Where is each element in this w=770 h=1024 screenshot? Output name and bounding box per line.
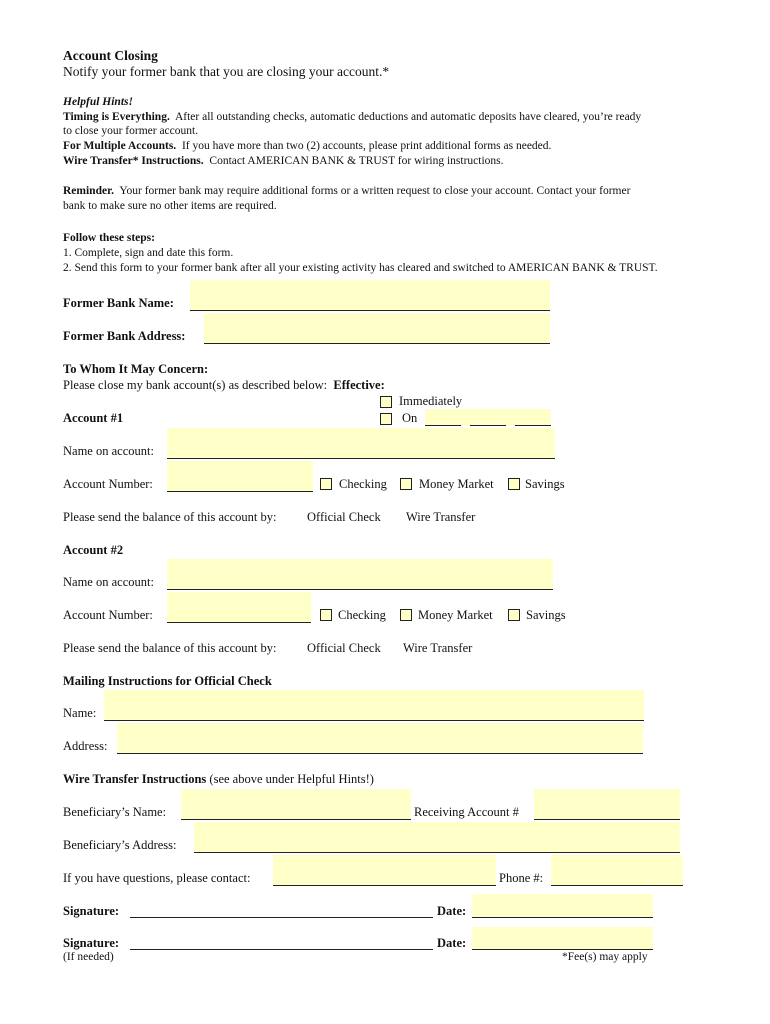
hints-heading: Helpful Hints! (63, 96, 133, 108)
questions-contact-label: If you have questions, please contact: (63, 871, 251, 885)
if-needed-note: (If needed) (63, 951, 114, 963)
reminder (63, 185, 630, 197)
beneficiary-address-field[interactable] (194, 822, 680, 853)
fee-note: *Fee(s) may apply (562, 951, 648, 963)
signature2-label: Signature: (63, 936, 120, 950)
account1-number-field[interactable] (167, 461, 313, 492)
hint-timing-text-2: to close your former account. (63, 125, 199, 137)
phone-label: Phone #: (499, 871, 544, 885)
hint-multiple-text: If you have more than two (2) accounts, please print additional forms as needed. (181, 140, 552, 152)
former-bank-address-field[interactable] (204, 313, 550, 344)
effective-label: Effective: (333, 378, 385, 392)
wire-heading-line (63, 772, 374, 787)
account2-money-market-label: Money Market (418, 608, 493, 622)
date1-field[interactable] (472, 894, 653, 918)
hint-wire-text: Contact AMERICAN BANK & TRUST for wiring instructions. (209, 155, 504, 167)
hint-timing (63, 111, 641, 123)
account2-number-field[interactable] (167, 592, 311, 623)
concern-heading: To Whom It May Concern: (63, 362, 209, 376)
account1-number-label: Account Number: (63, 477, 153, 491)
account2-number-label: Account Number: (63, 608, 153, 622)
receiving-account-field[interactable] (534, 789, 680, 820)
page-title: Account Closing (63, 48, 158, 63)
wire-heading: Wire Transfer Instructions (63, 772, 207, 786)
account2-checking-checkbox[interactable] (320, 609, 332, 621)
mailing-heading: Mailing Instructions for Official Check (63, 674, 272, 688)
hint-timing-label: Timing is Everything. (63, 111, 170, 123)
wire-heading-note: (see above under Helpful Hints!) (209, 772, 374, 786)
account2-savings-checkbox[interactable] (508, 609, 520, 621)
on-date-checkbox[interactable] (380, 413, 392, 425)
phone-field[interactable] (551, 855, 683, 886)
account1-savings-checkbox[interactable] (508, 478, 520, 490)
step-2: 2. Send this form to your former bank after all your existing activity has cleared and switched to AMERICAN BANK & TRUST. (63, 262, 658, 274)
hint-wire-label: Wire Transfer* Instructions. (63, 155, 204, 167)
hint-timing-text: After all outstanding checks, automatic deductions and automatic deposits have cleared, you’re ready (174, 111, 642, 123)
account1-wire-transfer[interactable]: Wire Transfer (406, 510, 476, 524)
account2-wire-transfer[interactable]: Wire Transfer (403, 641, 473, 655)
account2-checking-label: Checking (338, 608, 386, 622)
date-year-line (515, 425, 551, 426)
beneficiary-name-field[interactable] (181, 789, 411, 820)
account1-money-market-checkbox[interactable] (400, 478, 412, 490)
account1-official-check[interactable]: Official Check (307, 510, 381, 524)
account1-name-field[interactable] (167, 428, 555, 459)
signature2-line[interactable] (130, 949, 433, 950)
account1-checking-label: Checking (339, 477, 387, 491)
beneficiary-address-label: Beneficiary’s Address: (63, 838, 177, 852)
account1-savings-label: Savings (525, 477, 565, 491)
immediately-checkbox[interactable] (380, 396, 392, 408)
signature1-line[interactable] (130, 917, 433, 918)
account1-name-label: Name on account: (63, 444, 154, 458)
on-date-label: On (402, 411, 418, 425)
mailing-address-label: Address: (63, 739, 108, 753)
account1-heading: Account #1 (63, 411, 124, 425)
former-bank-name-field[interactable] (190, 280, 550, 311)
account2-name-field[interactable] (167, 559, 553, 590)
step-1: 1. Complete, sign and date this form. (63, 247, 234, 259)
mailing-name-field[interactable] (104, 690, 644, 721)
account2-official-check[interactable]: Official Check (307, 641, 381, 655)
date-day-line (470, 425, 506, 426)
reminder-text: Your former bank may require additional forms or a written request to close your account. Contact your former (119, 185, 631, 197)
date2-field[interactable] (472, 927, 653, 950)
account1-money-market-label: Money Market (419, 477, 494, 491)
account2-money-market-checkbox[interactable] (400, 609, 412, 621)
date-month-line (425, 425, 461, 426)
effective-date-field[interactable] (425, 409, 551, 426)
reminder-text-2: bank to make sure no other items are required. (63, 200, 277, 212)
page-subtitle: Notify your former bank that you are closing your account.* (63, 64, 390, 79)
account1-checking-checkbox[interactable] (320, 478, 332, 490)
former-bank-address-label: Former Bank Address: (63, 329, 186, 343)
date1-label: Date: (437, 904, 467, 918)
beneficiary-name-label: Beneficiary’s Name: (63, 805, 167, 819)
reminder-label: Reminder. (63, 185, 115, 197)
hint-wire (63, 155, 504, 167)
hint-multiple-label: For Multiple Accounts. (63, 140, 177, 152)
questions-contact-field[interactable] (273, 855, 496, 886)
mailing-name-label: Name: (63, 706, 97, 720)
signature1-label: Signature: (63, 904, 120, 918)
date2-label: Date: (437, 936, 467, 950)
receiving-account-label: Receiving Account # (414, 805, 519, 819)
account2-name-label: Name on account: (63, 575, 154, 589)
account1-balance-text: Please send the balance of this account by: (63, 510, 277, 524)
concern-text-body: Please close my bank account(s) as described below: (63, 378, 328, 392)
former-bank-name-label: Former Bank Name: (63, 296, 174, 310)
account2-savings-label: Savings (526, 608, 566, 622)
hint-multiple (63, 140, 551, 152)
account2-balance-text: Please send the balance of this account by: (63, 641, 277, 655)
immediately-label: Immediately (399, 394, 463, 408)
account2-heading: Account #2 (63, 543, 124, 557)
steps-heading: Follow these steps: (63, 232, 155, 244)
mailing-address-field[interactable] (117, 723, 643, 754)
concern-text (63, 378, 385, 393)
